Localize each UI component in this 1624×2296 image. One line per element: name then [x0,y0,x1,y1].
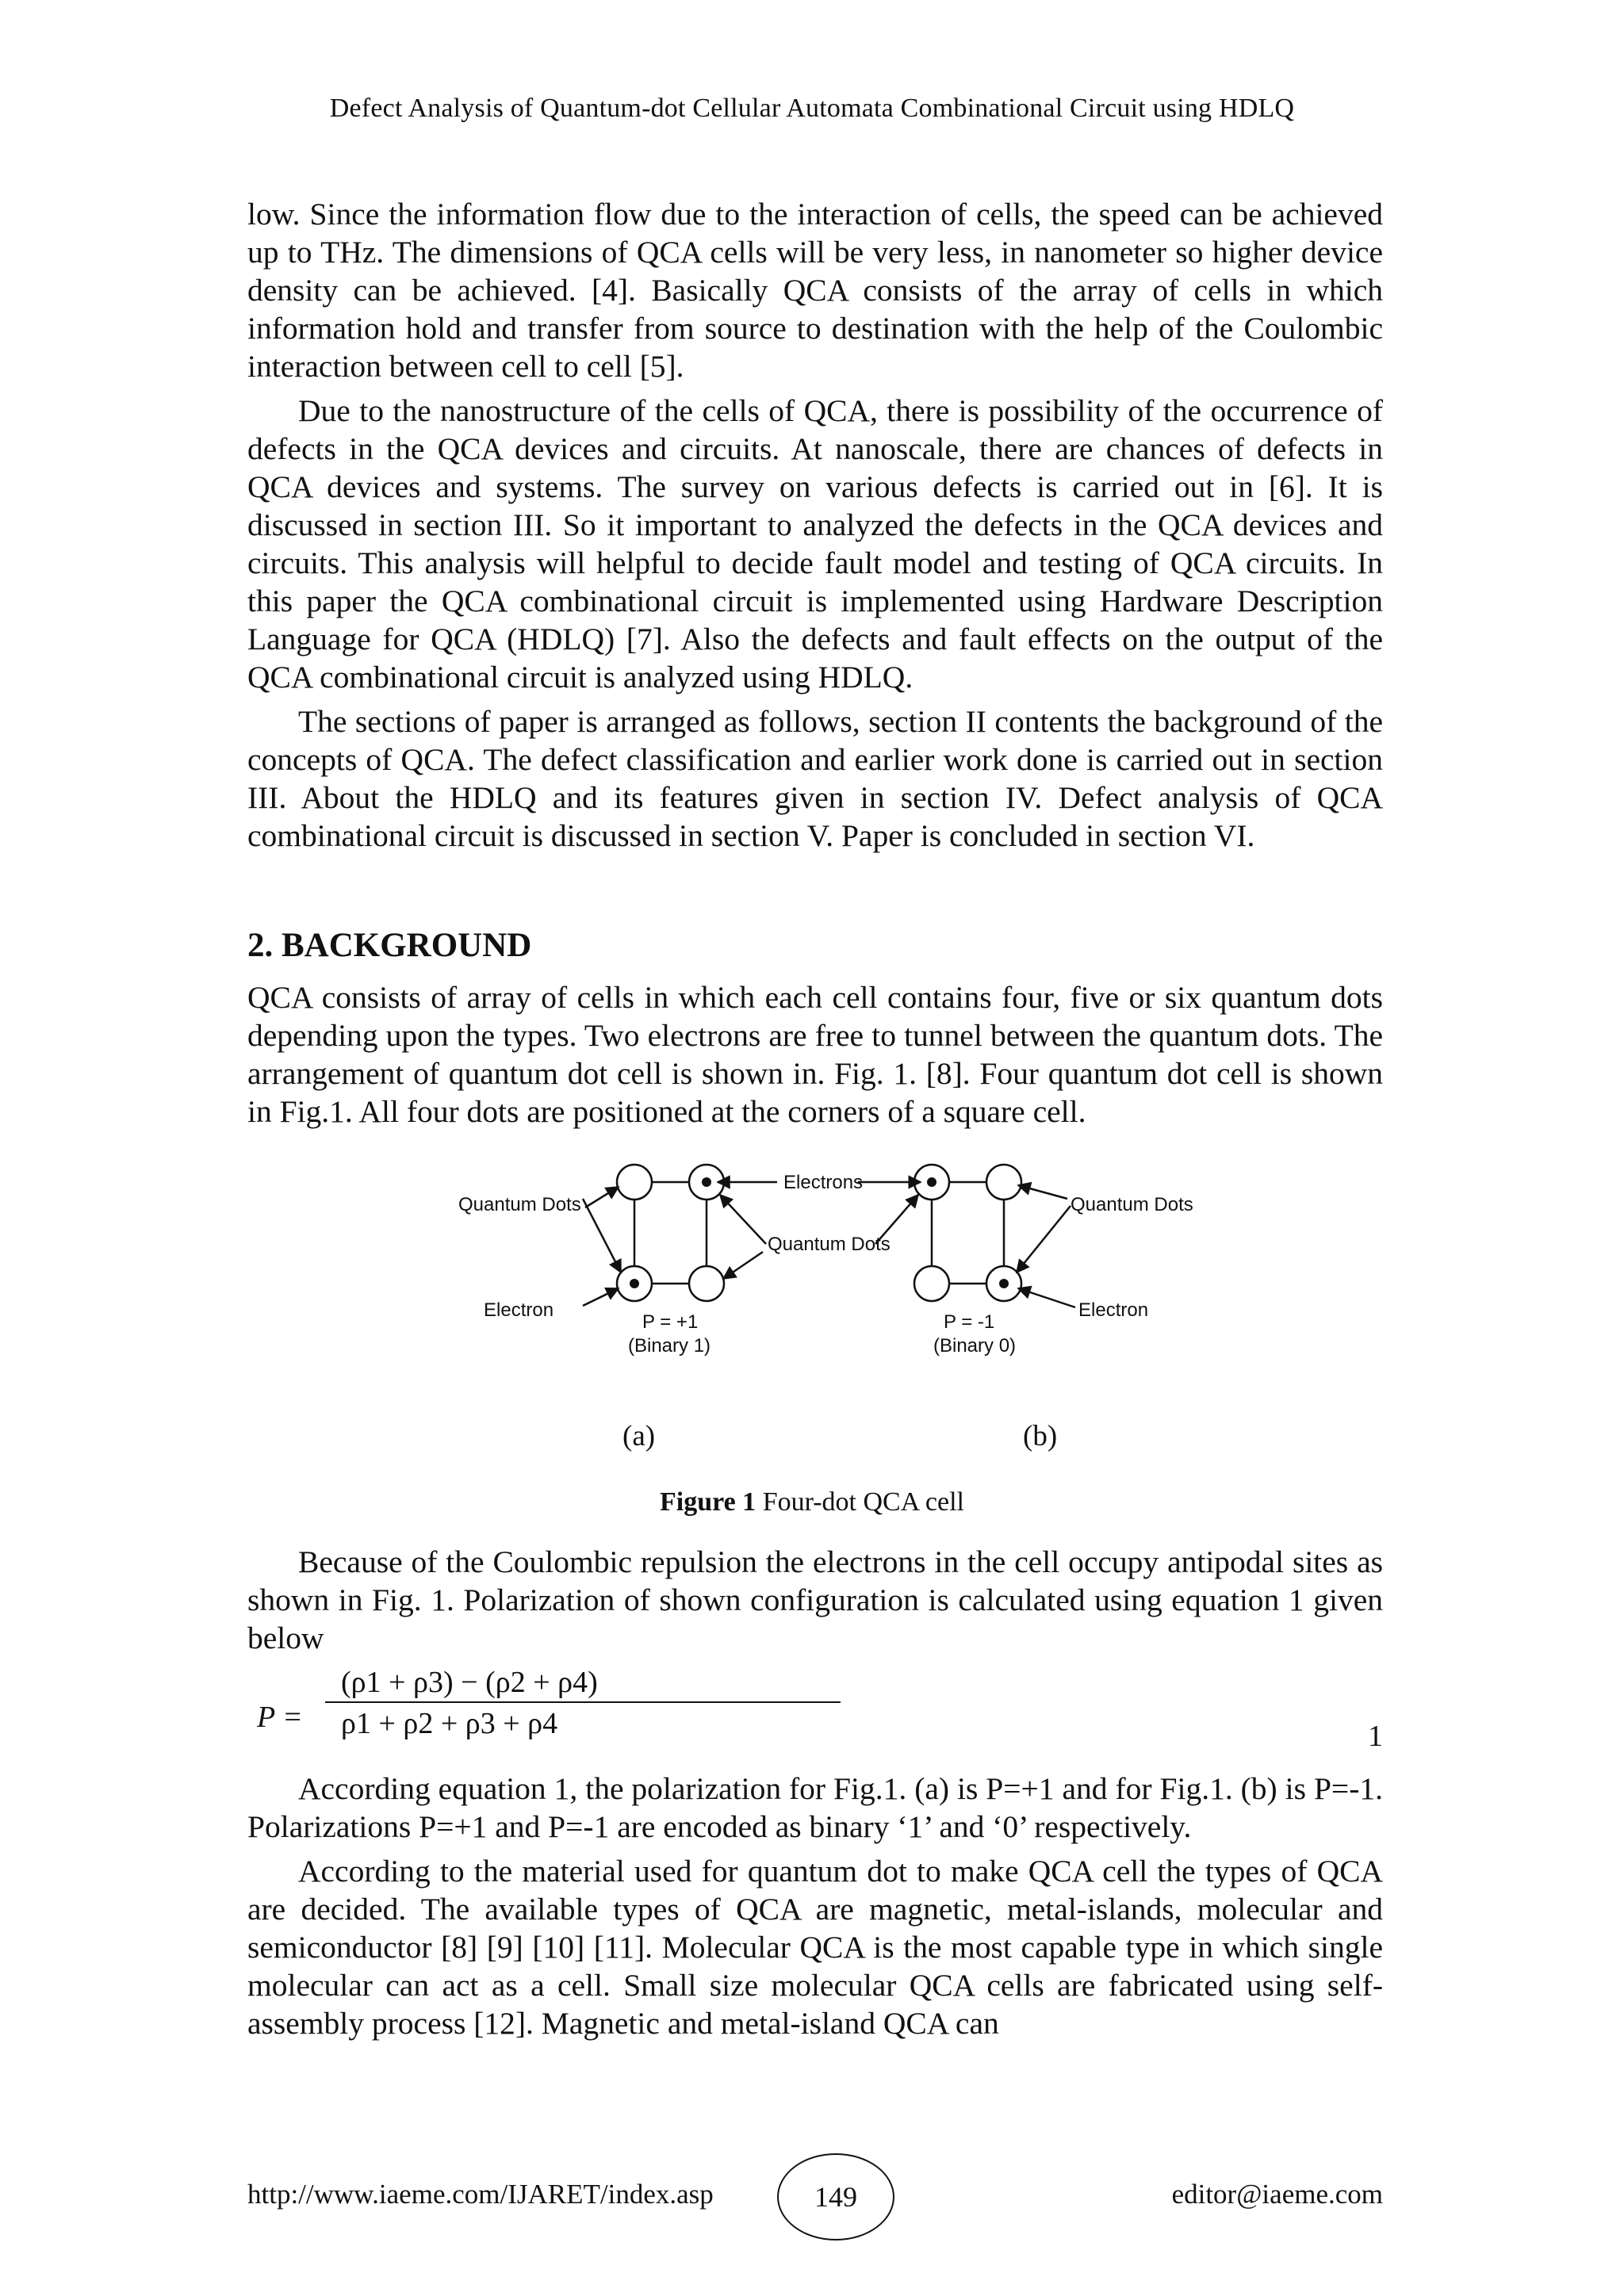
fig-label-quantum-dots-left: Quantum Dots [458,1194,581,1215]
paragraph: According equation 1, the polarization for Fig.1. (a) is P=+1 and for Fig.1. (b) is P=-1. Polarizations P=+1 and P=-1 are encoded as binary ‘1’ and ‘0’ respectively. [247,1771,1383,1844]
section-heading: 2. BACKGROUND [247,927,532,964]
paragraph: low. Since the information flow due to the interaction of cells, the speed can be achieved up to THz. The dimensions of QCA cells will be very less, in nanometer so higher device density can be achieved. [4]. Basically QCA consists of the array of cells in which information hold and transfer from source to destination with the help of the Coulombic interaction between cell to cell [5]. [247,197,1383,384]
paragraph: QCA consists of array of cells in which each cell contains four, five or six quantum dots depending upon the types. Two electrons are free to tunnel between the quantum dots. The arrangement of quantum dot cell is shown in. Fig. 1. [8]. Four quantum dot cell is shown in Fig.1. All four dots are positioned at the corners of a square cell. [247,980,1383,1129]
caption-text: Four-dot QCA cell [756,1487,964,1517]
arrow [583,1199,621,1272]
running-header: Defect Analysis of Quantum-dot Cellular Automata Combinational Circuit using HDLQ [329,94,1295,123]
page-footer [247,2153,1383,2241]
subfigure-label-b: (b) [1023,1420,1058,1452]
equation-fraction [325,1665,848,1741]
fig-label-binary-1: (Binary 1) [628,1335,711,1357]
fig-label-electrons: Electrons [783,1172,864,1193]
fig-label-quantum-dots-right: Quantum Dots [1071,1194,1193,1215]
fig-label-p-minus: P = -1 [944,1311,995,1333]
quantum-dot [689,1266,724,1301]
arrow [1017,1206,1071,1272]
footer-url-link[interactable]: http://www.iaeme.com/IJARET/index.asp [247,2179,714,2210]
electron [927,1177,936,1187]
electron [999,1279,1009,1288]
section-2-text [247,978,1383,1137]
fig-label-p-plus: P = +1 [642,1311,699,1333]
arrow [720,1195,766,1244]
figure-1-diagram [444,1154,1205,1407]
figure-caption [0,1487,1624,1517]
post-figure-text [247,1543,1383,1663]
fraction-bar [325,1701,841,1703]
arrow [723,1252,763,1279]
caption-label: Figure 1 [659,1487,756,1517]
subfigure-label-a: (a) [622,1420,656,1452]
quantum-dot [986,1165,1021,1200]
fig-label-binary-0: (Binary 0) [933,1335,1017,1357]
page-number-text: 149 [814,2181,857,2213]
equation-numerator: (ρ1 + ρ3) − (ρ2 + ρ4) [341,1666,598,1699]
arrow [585,1187,619,1207]
paragraph: Because of the Coulombic repulsion the electrons in the cell occupy antipodal sites as shown in Fig. 1. Polarization of shown configuration is calculated using equation 1 given below [247,1544,1383,1655]
arrow [1018,1288,1075,1307]
equation-lhs: P = [257,1701,303,1734]
electron [630,1279,639,1288]
quantum-dot [617,1165,652,1200]
arrow [583,1288,619,1306]
equation-1 [247,1665,1383,1752]
fig-label-electron-left: Electron [484,1299,554,1321]
page-number [777,2153,894,2241]
fig-label-quantum-dots-center: Quantum Dots [768,1234,891,1255]
post-equation-text [247,1770,1383,2049]
footer-email-link[interactable]: editor@iaeme.com [1171,2179,1383,2210]
equation-denominator: ρ1 + ρ2 + ρ3 + ρ4 [341,1707,558,1740]
arrow [1018,1185,1067,1199]
paragraph: The sections of paper is arranged as follows, section II contents the background of the concepts of QCA. The defect classification and earlier work done is carried out in section III. About the HDLQ and its features given in section IV. Defect analysis of QCA combinational circuit is discussed in section V. Paper is concluded in section VI. [247,704,1383,853]
equation-number: 1 [1368,1720,1383,1753]
quantum-dot [914,1266,949,1301]
paragraph: Due to the nanostructure of the cells of QCA, there is possibility of the occurrence of defects in the QCA devices and circuits. At nanoscale, there are chances of defects in QCA devices and systems. The survey on various defects is carried out in [6]. It is discussed in section III. So it important to analyzed the defects in the QCA devices and circuits. This analysis will helpful to decide fault model and testing of QCA circuits. In this paper the QCA combinational circuit is implemented using Hardware Description Language for QCA (HDLQ) [7]. Also the defects and fault effects on the output of the QCA combinational circuit is analyzed using HDLQ. [247,393,1383,695]
electrons [630,1177,1009,1288]
intro-text [247,195,1383,861]
electron [702,1177,711,1187]
paragraph: According to the material used for quantum dot to make QCA cell the types of QCA are decided. The available types of QCA are magnetic, metal-islands, molecular and semiconductor [8] [9] [10] [11]. Molecular QCA is the most capable type in which single molecular can act as a cell. Small size molecular QCA cells are fabricated using self-assembly process [12]. Magnetic and metal-island QCA can [247,1854,1383,2041]
fig-label-electron-right: Electron [1078,1299,1149,1321]
